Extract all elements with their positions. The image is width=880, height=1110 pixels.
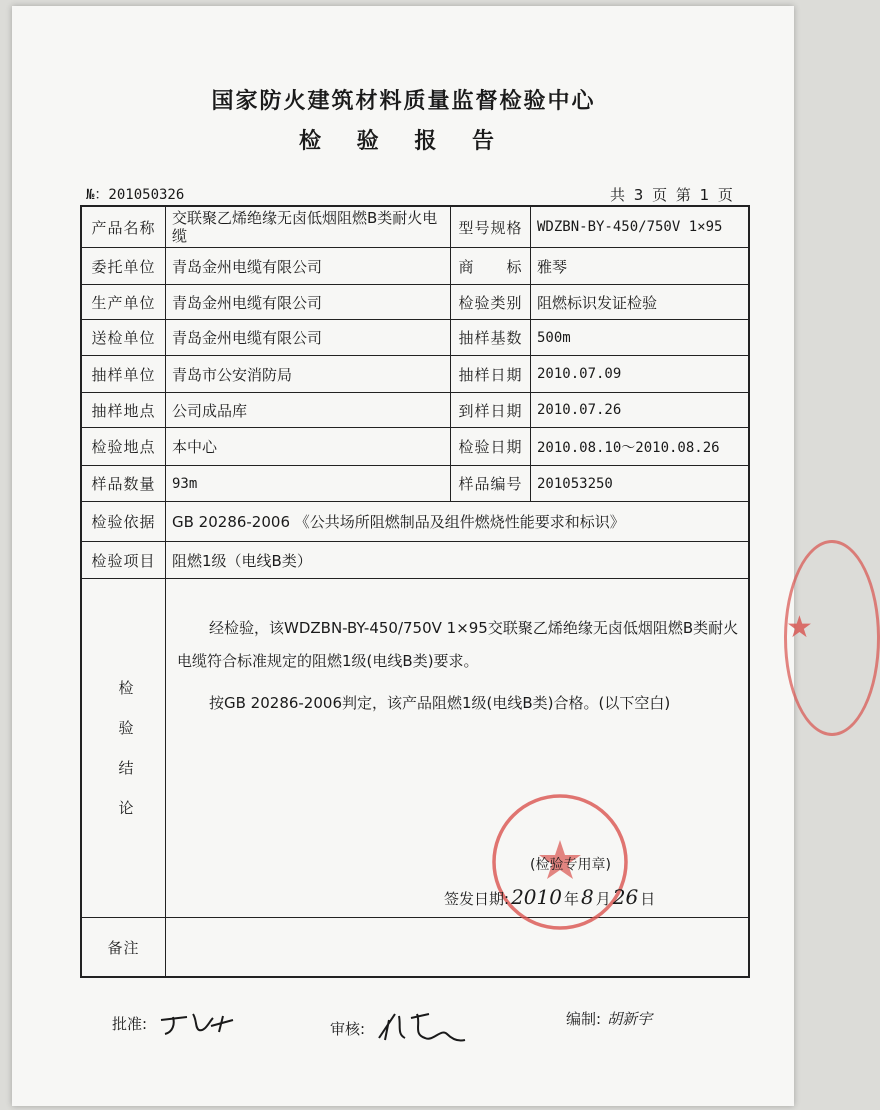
stamp-caption: (检验专用章): [530, 857, 611, 873]
approver-label: 批准:: [112, 1014, 148, 1033]
label-test-date: 检验日期: [458, 438, 523, 456]
value-sample-quantity: 93m: [172, 475, 198, 492]
adjacent-page-stamp: ★: [784, 540, 807, 730]
label-sample-quantity: 样品数量: [91, 475, 156, 493]
value-product-name: 交联聚乙烯绝缘无卤低烟阻燃B类耐火电缆: [172, 209, 438, 245]
label-test-item: 检验项目: [91, 551, 156, 570]
report-title: 检 验 报 告: [299, 129, 508, 154]
value-test-item: 阻燃1级（电线B类）: [172, 551, 312, 570]
label-manufacturer: 生产单位: [91, 293, 156, 312]
page-info: 共 3 页 第 1 页: [610, 186, 735, 204]
value-sampling-location: 公司成品库: [172, 401, 248, 420]
label-remarks: 备注: [107, 938, 140, 957]
reviewer-signature-icon: [371, 1008, 471, 1048]
value-arrival-date: 2010.07.26: [537, 402, 622, 418]
value-sampling-base: 500m: [537, 329, 571, 346]
report-number: №：201050326: [86, 187, 185, 203]
label-model-spec: 型号规格: [458, 218, 523, 237]
value-test-location: 本中心: [172, 438, 218, 456]
reviewer-label: 审核:: [330, 1019, 366, 1038]
label-client: 委托单位: [91, 257, 156, 276]
label-trademark: 商 标: [458, 257, 523, 276]
approver-signature-icon: [153, 1008, 243, 1038]
label-sampling-unit: 抽样单位: [91, 365, 156, 384]
approver: [112, 1008, 243, 1038]
label-submitter: 送检单位: [91, 329, 156, 347]
value-model-spec: WDZBN-BY-450/750V 1×95: [537, 219, 723, 235]
value-submitter: 青岛金州电缆有限公司: [172, 329, 323, 347]
label-sampling-location: 抽样地点: [91, 401, 156, 420]
label-sampling-date: 抽样日期: [458, 365, 523, 384]
editor-name: 胡新宇: [607, 1010, 653, 1028]
label-test-location: 检验地点: [91, 438, 156, 456]
label-conclusion: 检 验 结 论: [118, 679, 134, 817]
value-sample-number: 201053250: [537, 475, 613, 492]
issue-month: 8: [580, 885, 594, 909]
label-sampling-base: 抽样基数: [458, 329, 523, 347]
label-test-basis: 检验依据: [91, 513, 156, 531]
report-table: [80, 205, 750, 978]
value-inspection-type: 阻燃标识发证检验: [537, 293, 658, 312]
conclusion-paragraph-2: 按GB 20286-2006判定，该产品阻燃1级(电线B类)合格。(以下空白): [209, 694, 671, 712]
editor: [566, 1008, 652, 1029]
value-client: 青岛金州电缆有限公司: [172, 257, 323, 276]
value-trademark: 雅琴: [537, 257, 568, 276]
issue-date: 签发日期: 2010 年 8 月 26 日: [444, 885, 656, 909]
label-arrival-date: 到样日期: [458, 401, 523, 420]
issue-date-label: 签发日期:: [444, 890, 510, 908]
issue-day: 26: [612, 885, 639, 909]
value-test-date: 2010.08.10～2010.08.26: [537, 439, 720, 456]
value-sampling-date: 2010.07.09: [537, 366, 622, 382]
reviewer: [330, 1008, 471, 1048]
label-inspection-type: 检验类别: [458, 293, 523, 312]
issue-year: 2010: [511, 885, 562, 909]
conclusion-paragraph-1: 经检验，该WDZBN-BY-450/750V 1×95交联聚乙烯绝缘无卤低烟阻燃B类耐火电缆符合标准规定的阻燃1级(电线B类)要求。: [177, 619, 739, 670]
institution-title: 国家防火建筑材料质量监督检验中心: [211, 89, 596, 114]
value-remarks: [166, 918, 748, 976]
value-manufacturer: 青岛金州电缆有限公司: [172, 293, 323, 312]
label-sample-number: 样品编号: [458, 475, 523, 493]
value-test-basis: GB 20286-2006 《公共场所阻燃制品及组件燃烧性能要求和标识》: [172, 513, 625, 531]
value-sampling-unit: 青岛市公安消防局: [172, 365, 293, 384]
editor-label: 编制:: [566, 1010, 602, 1028]
label-product-name: 产品名称: [91, 218, 156, 237]
